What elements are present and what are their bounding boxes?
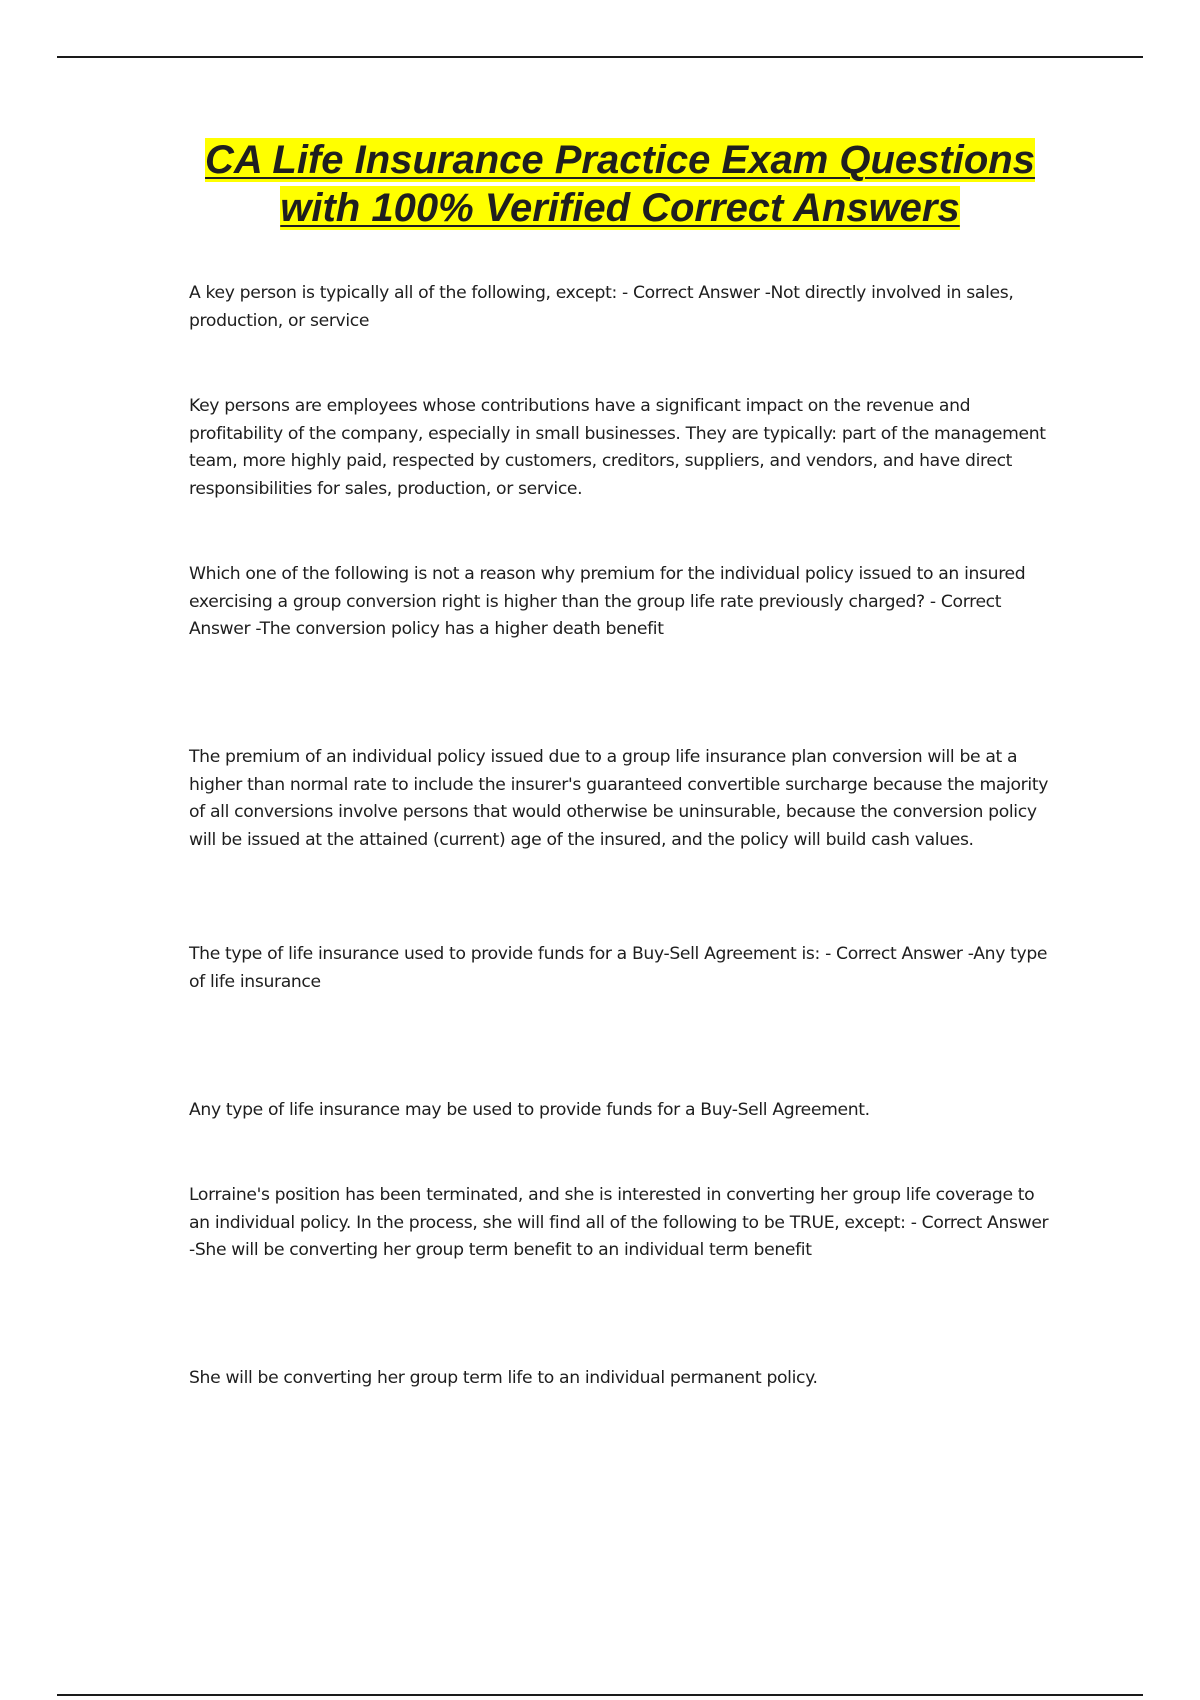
title-highlight: CA Life Insurance Practice Exam Questions with 100% Verified Correct Answers <box>205 138 1035 230</box>
header-rule <box>57 56 1143 58</box>
explanation-key-person: Key persons are employees whose contributions have a significant impact on the revenue and profitability of the company, especially in small businesses. They are typically: part of the management team, more highly paid, respected by customers, creditors, suppliers, and vendors, and have direct responsibilities for sales, production, or service. <box>189 396 1046 499</box>
document-title <box>180 136 1060 232</box>
question-conversion-premium: Which one of the following is not a reason why premium for the individual policy issued to an insured exercising a group conversion right is higher than the group life rate previously charged? - Correct Answer -The conversion policy has a higher death benefit <box>189 564 1026 639</box>
explanation-conversion-premium: The premium of an individual policy issued due to a group life insurance plan conversion will be at a higher than normal rate to include the insurer's guaranteed convertible surcharge because the majority of all conversions involve persons that would otherwise be uninsurable, because the conversion policy will be issued at the attained (current) age of the insured, and the policy will build cash values. <box>189 747 1049 850</box>
question-lorraine-conversion: Lorraine's position has been terminated, and she is interested in converting her group life coverage to an individual policy. In the process, she will find all of the following to be TRUE, except: - Correct Answer -She will be converting her group term benefit to an individual term benefit <box>189 1185 1049 1260</box>
explanation-lorraine-conversion: She will be converting her group term life to an individual permanent policy. <box>189 1368 818 1388</box>
footer-rule <box>57 1694 1143 1696</box>
question-buy-sell: The type of life insurance used to provide funds for a Buy-Sell Agreement is: - Correct Answer -Any type of life insurance <box>189 944 1048 992</box>
question-key-person: A key person is typically all of the following, except: - Correct Answer -Not directly involved in sales, production, or service <box>189 283 1014 331</box>
explanation-buy-sell: Any type of life insurance may be used to provide funds for a Buy-Sell Agreement. <box>189 1100 870 1120</box>
